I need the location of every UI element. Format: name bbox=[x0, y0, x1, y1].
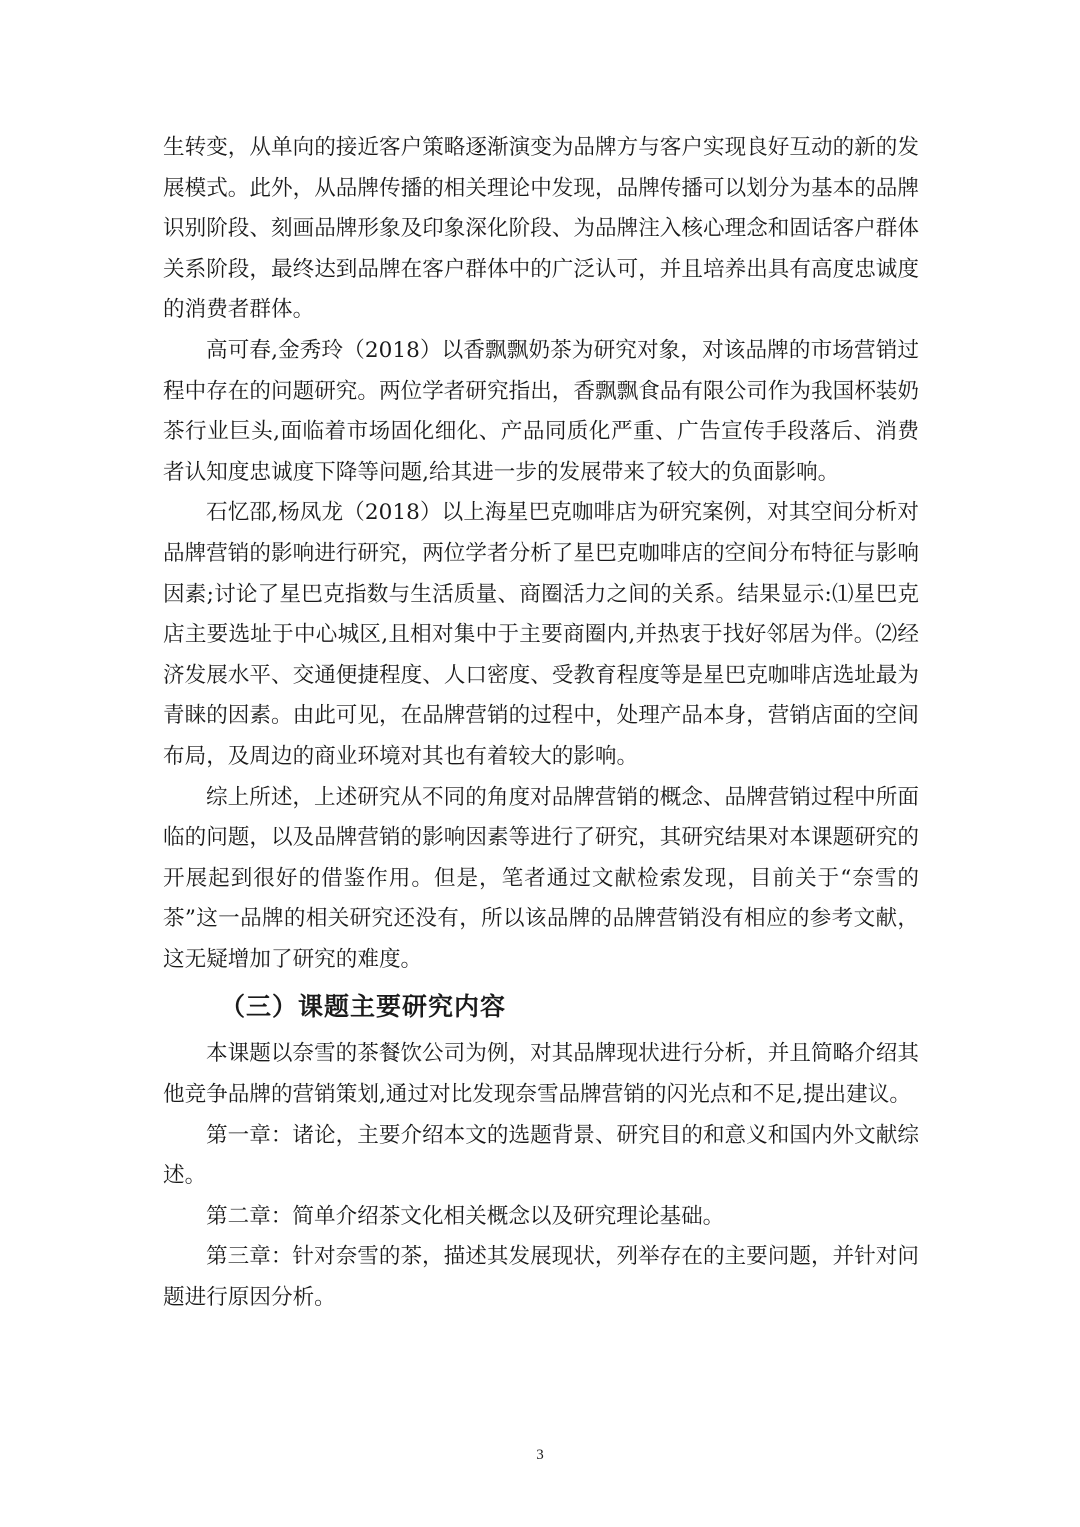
paragraph-chapter-1: 第一章：诸论，主要介绍本文的选题背景、研究目的和意义和国内外文献综述。 bbox=[163, 1122, 919, 1189]
paragraph-xiangpiaopiao-study: 高可春,金秀玲（2018）以香飘飘奶茶为研究对象，对该品牌的市场营销过程中存在的问题研究。两位学者研究指出，香飘飘食品有限公司作为我国杯装奶茶行业巨头,面临着市场固化细化、产品同质化严重、广告宣传手段落后、消费者认知度忠诚度下降等问题,给其进一步的发展带来了较大的负面影响。 bbox=[163, 337, 919, 485]
section-heading: （三）课题主要研究内容 bbox=[220, 992, 507, 1022]
body-text bbox=[163, 128, 919, 1319]
paragraph-research-intro: 本课题以奈雪的茶餐饮公司为例，对其品牌现状进行分析，并且简略介绍其他竞争品牌的营销策划,通过对比发现奈雪品牌营销的闪光点和不足,提出建议。 bbox=[163, 1041, 919, 1108]
paragraph-brand-communication: 生转变，从单向的接近客户策略逐渐演变为品牌方与客户实现良好互动的新的发展模式。此外，从品牌传播的相关理论中发现，品牌传播可以划分为基本的品牌识别阶段、刻画品牌形象及印象深化阶段、为品牌注入核心理念和固话客户群体关系阶段，最终达到品牌在客户群体中的广泛认可，并且培养出具有高度忠诚度的消费者群体。 bbox=[163, 135, 919, 323]
paragraph-summary: 综上所述，上述研究从不同的角度对品牌营销的概念、品牌营销过程中所面临的问题，以及品牌营销的影响因素等进行了研究，其研究结果对本课题研究的开展起到很好的借鉴作用。但是，笔者通过文献检索发现，目前关于“奈雪的茶”这一品牌的相关研究还没有，所以该品牌的品牌营销没有相应的参考文献，这无疑增加了研究的难度。 bbox=[163, 784, 919, 972]
page-number: 3 bbox=[536, 1447, 544, 1463]
paragraph-chapter-2: 第二章：简单介绍茶文化相关概念以及研究理论基础。 bbox=[206, 1203, 725, 1229]
paragraph-chapter-3: 第三章：针对奈雪的茶，描述其发展现状，列举存在的主要问题，并针对问题进行原因分析。 bbox=[163, 1244, 919, 1311]
paragraph-starbucks-study: 石忆邵,杨凤龙（2018）以上海星巴克咖啡店为研究案例，对其空间分析对品牌营销的影响进行研究，两位学者分析了星巴克咖啡店的空间分布特征与影响因素;讨论了星巴克指数与生活质量、商圈活力之间的关系。结果显示:⑴星巴克店主要选址于中心城区,且相对集中于主要商圈内,并热衷于找好邻居为伴。⑵经济发展水平、交通便捷程度、人口密度、受教育程度等是星巴克咖啡店选址最为青睐的因素。由此可见，在品牌营销的过程中，处理产品本身，营销店面的空间布局，及周边的商业环境对其也有着较大的影响。 bbox=[163, 500, 919, 769]
